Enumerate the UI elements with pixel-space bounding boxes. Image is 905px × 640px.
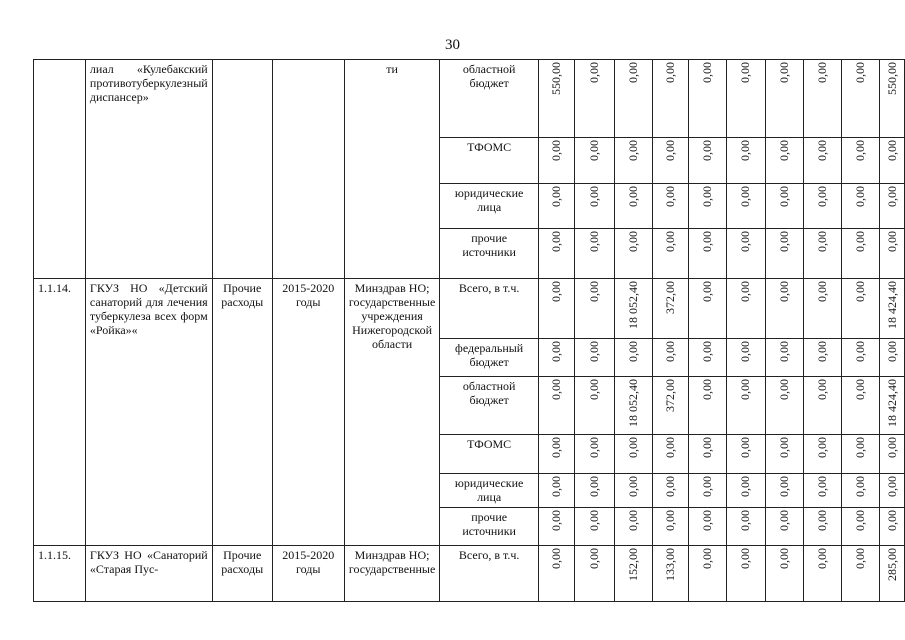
value-text: 152,00: [625, 548, 640, 581]
value-text: 550,00: [884, 62, 899, 95]
value-cell: [880, 279, 905, 339]
value-cell: [689, 546, 727, 602]
value-cell: [538, 229, 574, 279]
value-cell: [614, 279, 652, 339]
value-text: 0,00: [853, 186, 868, 207]
value-text: 0,00: [814, 510, 829, 531]
program-table: [33, 59, 905, 602]
value-cell: [614, 60, 652, 138]
value-cell: [765, 508, 803, 546]
value-text: 0,00: [625, 186, 640, 207]
value-cell: [803, 184, 841, 229]
value-cell: [614, 229, 652, 279]
value-cell: [652, 339, 688, 377]
value-cell: [538, 435, 574, 474]
value-text: 0,00: [738, 281, 753, 302]
value-cell: [803, 508, 841, 546]
value-cell: [842, 60, 880, 138]
value-text: 0,00: [586, 231, 601, 252]
value-text: 0,00: [549, 548, 564, 569]
value-text: 0,00: [776, 62, 791, 83]
value-cell: [538, 184, 574, 229]
value-text: 0,00: [625, 437, 640, 458]
value-text: 0,00: [853, 62, 868, 83]
value-text: 0,00: [814, 62, 829, 83]
value-cell: [538, 474, 574, 508]
value-text: 0,00: [549, 476, 564, 497]
value-text: 0,00: [776, 548, 791, 569]
funding-source: прочие источники: [440, 229, 539, 279]
value-cell: [842, 435, 880, 474]
value-text: 0,00: [884, 510, 899, 531]
value-text: 0,00: [625, 510, 640, 531]
value-cell: [538, 377, 574, 435]
value-cell: [765, 60, 803, 138]
value-text: 0,00: [586, 140, 601, 161]
value-text: 0,00: [738, 510, 753, 531]
funding-source: областной бюджет: [440, 377, 539, 435]
value-text: 0,00: [700, 510, 715, 531]
value-cell: [727, 60, 765, 138]
value-cell: [765, 474, 803, 508]
funding-source: ТФОМС: [440, 138, 539, 184]
value-cell: [575, 377, 614, 435]
value-cell: [538, 60, 574, 138]
value-text: 0,00: [853, 437, 868, 458]
value-cell: [538, 138, 574, 184]
value-text: 0,00: [662, 341, 677, 362]
value-text: 0,00: [586, 341, 601, 362]
value-cell: [765, 184, 803, 229]
value-cell: [803, 60, 841, 138]
value-text: 0,00: [814, 548, 829, 569]
value-cell: [803, 229, 841, 279]
value-cell: [538, 279, 574, 339]
value-text: 0,00: [549, 437, 564, 458]
funding-source: юридические лица: [440, 184, 539, 229]
period: 2015-2020 годы: [272, 279, 344, 546]
value-cell: [880, 377, 905, 435]
value-text: 0,00: [738, 341, 753, 362]
value-text: 133,00: [662, 548, 677, 581]
value-text: 0,00: [884, 140, 899, 161]
value-text: 0,00: [586, 281, 601, 302]
value-cell: [689, 229, 727, 279]
value-text: 0,00: [814, 437, 829, 458]
value-text: 0,00: [776, 231, 791, 252]
item-name: лиал «Кулебакский противотуберкулезный диспансер»: [85, 60, 212, 279]
value-cell: [803, 138, 841, 184]
value-text: 0,00: [884, 437, 899, 458]
value-text: 0,00: [776, 281, 791, 302]
value-cell: [652, 184, 688, 229]
value-cell: [614, 339, 652, 377]
value-cell: [652, 435, 688, 474]
funding-source: федеральный бюджет: [440, 339, 539, 377]
value-text: 0,00: [662, 510, 677, 531]
value-text: 372,00: [662, 379, 677, 412]
value-text: 0,00: [853, 341, 868, 362]
value-cell: [727, 377, 765, 435]
value-text: 0,00: [586, 510, 601, 531]
value-cell: [575, 229, 614, 279]
value-cell: [803, 339, 841, 377]
value-text: 0,00: [853, 476, 868, 497]
value-cell: [614, 474, 652, 508]
value-text: 0,00: [700, 281, 715, 302]
value-text: 0,00: [776, 186, 791, 207]
value-cell: [880, 339, 905, 377]
value-cell: [575, 474, 614, 508]
value-text: 0,00: [814, 231, 829, 252]
value-cell: [803, 474, 841, 508]
funding-source: областной бюджет: [440, 60, 539, 138]
value-text: 0,00: [814, 140, 829, 161]
value-cell: [652, 546, 688, 602]
value-cell: [575, 435, 614, 474]
value-cell: [880, 435, 905, 474]
value-text: 0,00: [700, 62, 715, 83]
value-cell: [538, 339, 574, 377]
value-cell: [538, 508, 574, 546]
value-text: 0,00: [776, 341, 791, 362]
value-text: 0,00: [814, 379, 829, 400]
value-text: 0,00: [738, 140, 753, 161]
value-cell: [880, 184, 905, 229]
row-number: 1.1.15.: [34, 546, 86, 602]
value-text: 0,00: [549, 379, 564, 400]
value-cell: [727, 184, 765, 229]
value-cell: [803, 279, 841, 339]
value-cell: [575, 138, 614, 184]
value-text: 0,00: [853, 548, 868, 569]
value-cell: [652, 138, 688, 184]
value-cell: [765, 546, 803, 602]
value-text: 0,00: [700, 140, 715, 161]
value-cell: [652, 508, 688, 546]
value-text: 550,00: [549, 62, 564, 95]
table-row: [34, 279, 905, 339]
value-text: 0,00: [776, 437, 791, 458]
value-cell: [575, 279, 614, 339]
value-cell: [880, 546, 905, 602]
value-text: 0,00: [700, 341, 715, 362]
value-cell: [538, 546, 574, 602]
value-cell: [652, 279, 688, 339]
row-number: 1.1.14.: [34, 279, 86, 546]
value-cell: [727, 474, 765, 508]
value-text: 0,00: [549, 510, 564, 531]
value-cell: [689, 508, 727, 546]
value-text: 0,00: [853, 231, 868, 252]
expense-type: Прочие расходы: [212, 279, 272, 546]
value-text: 0,00: [853, 140, 868, 161]
funding-source: прочие источники: [440, 508, 539, 546]
value-cell: [880, 508, 905, 546]
value-text: 0,00: [738, 231, 753, 252]
value-cell: [803, 546, 841, 602]
value-cell: [880, 474, 905, 508]
value-cell: [842, 279, 880, 339]
value-text: 18 052,40: [625, 281, 640, 329]
value-cell: [652, 377, 688, 435]
value-text: 0,00: [776, 140, 791, 161]
value-cell: [614, 508, 652, 546]
value-text: 0,00: [884, 476, 899, 497]
funding-source: Всего, в т.ч.: [440, 279, 539, 339]
value-cell: [652, 229, 688, 279]
value-cell: [727, 435, 765, 474]
value-text: 372,00: [662, 281, 677, 314]
value-cell: [765, 339, 803, 377]
value-text: 0,00: [586, 186, 601, 207]
value-text: 0,00: [700, 186, 715, 207]
value-cell: [689, 435, 727, 474]
value-cell: [803, 435, 841, 474]
value-cell: [689, 377, 727, 435]
value-cell: [727, 279, 765, 339]
value-text: 0,00: [738, 548, 753, 569]
period: 2015-2020 годы: [272, 546, 344, 602]
funding-source: ТФОМС: [440, 435, 539, 474]
value-text: 0,00: [738, 476, 753, 497]
value-text: 0,00: [662, 231, 677, 252]
value-text: 0,00: [700, 437, 715, 458]
value-text: 0,00: [549, 341, 564, 362]
value-text: 0,00: [625, 341, 640, 362]
value-text: 0,00: [884, 186, 899, 207]
expense-type: [212, 60, 272, 279]
value-text: 0,00: [814, 341, 829, 362]
value-text: 0,00: [625, 231, 640, 252]
value-cell: [842, 339, 880, 377]
value-cell: [765, 229, 803, 279]
executor: Минздрав НО; государственные: [344, 546, 439, 602]
value-cell: [575, 546, 614, 602]
value-text: 0,00: [853, 510, 868, 531]
value-text: 0,00: [549, 281, 564, 302]
value-text: 0,00: [700, 548, 715, 569]
value-cell: [575, 184, 614, 229]
value-text: 0,00: [586, 62, 601, 83]
value-cell: [727, 229, 765, 279]
value-cell: [614, 184, 652, 229]
value-cell: [652, 60, 688, 138]
value-cell: [765, 435, 803, 474]
row-number: [34, 60, 86, 279]
value-cell: [842, 508, 880, 546]
value-cell: [689, 184, 727, 229]
value-text: 0,00: [586, 476, 601, 497]
value-cell: [880, 138, 905, 184]
value-cell: [689, 474, 727, 508]
value-text: 0,00: [549, 231, 564, 252]
funding-source: Всего, в т.ч.: [440, 546, 539, 602]
value-cell: [880, 229, 905, 279]
value-cell: [689, 138, 727, 184]
value-cell: [842, 138, 880, 184]
value-cell: [614, 377, 652, 435]
value-text: 0,00: [662, 186, 677, 207]
value-text: 0,00: [884, 231, 899, 252]
value-cell: [842, 546, 880, 602]
value-cell: [842, 184, 880, 229]
value-text: 0,00: [586, 548, 601, 569]
value-cell: [652, 474, 688, 508]
executor: Минздрав НО; государственные учреждения Нижегородской области: [344, 279, 439, 546]
item-name: ГКУЗ НО «Детский санаторий для лечения туберкулеза всех форм «Ройка»«: [85, 279, 212, 546]
value-text: 0,00: [549, 186, 564, 207]
value-cell: [614, 546, 652, 602]
value-cell: [842, 229, 880, 279]
value-cell: [842, 474, 880, 508]
expense-type: Прочие расходы: [212, 546, 272, 602]
value-text: 0,00: [625, 62, 640, 83]
value-text: 285,00: [884, 548, 899, 581]
value-cell: [880, 60, 905, 138]
value-cell: [765, 138, 803, 184]
table-row: [34, 60, 905, 138]
value-cell: [727, 138, 765, 184]
value-cell: [803, 377, 841, 435]
value-cell: [614, 138, 652, 184]
value-cell: [765, 377, 803, 435]
value-text: 18 052,40: [625, 379, 640, 427]
value-text: 0,00: [586, 379, 601, 400]
value-text: 18 424,40: [884, 281, 899, 329]
value-text: 0,00: [776, 510, 791, 531]
value-text: 0,00: [776, 476, 791, 497]
value-cell: [727, 508, 765, 546]
value-cell: [575, 508, 614, 546]
value-cell: [689, 60, 727, 138]
table-row: [34, 546, 905, 602]
value-cell: [765, 279, 803, 339]
item-name: ГКУЗ НО «Санаторий «Старая Пус-: [85, 546, 212, 602]
period: [272, 60, 344, 279]
value-text: 0,00: [586, 437, 601, 458]
value-cell: [689, 279, 727, 339]
funding-source: юридические лица: [440, 474, 539, 508]
value-text: 0,00: [884, 341, 899, 362]
value-text: 0,00: [662, 62, 677, 83]
value-text: 0,00: [700, 476, 715, 497]
value-text: 0,00: [662, 437, 677, 458]
value-cell: [614, 435, 652, 474]
value-cell: [727, 546, 765, 602]
value-text: 0,00: [549, 140, 564, 161]
value-text: 0,00: [738, 379, 753, 400]
value-text: 0,00: [700, 231, 715, 252]
value-text: 18 424,40: [884, 379, 899, 427]
value-text: 0,00: [738, 437, 753, 458]
value-text: 0,00: [738, 186, 753, 207]
value-text: 0,00: [814, 476, 829, 497]
value-text: 0,00: [625, 476, 640, 497]
value-text: 0,00: [853, 379, 868, 400]
value-cell: [727, 339, 765, 377]
value-text: 0,00: [662, 476, 677, 497]
page-number: 30: [445, 37, 460, 53]
value-text: 0,00: [700, 379, 715, 400]
value-text: 0,00: [814, 186, 829, 207]
value-text: 0,00: [662, 140, 677, 161]
value-cell: [575, 339, 614, 377]
value-cell: [689, 339, 727, 377]
value-cell: [842, 377, 880, 435]
value-text: 0,00: [853, 281, 868, 302]
value-cell: [575, 60, 614, 138]
value-text: 0,00: [814, 281, 829, 302]
executor: ти: [344, 60, 439, 279]
value-text: 0,00: [625, 140, 640, 161]
value-text: 0,00: [776, 379, 791, 400]
value-text: 0,00: [738, 62, 753, 83]
